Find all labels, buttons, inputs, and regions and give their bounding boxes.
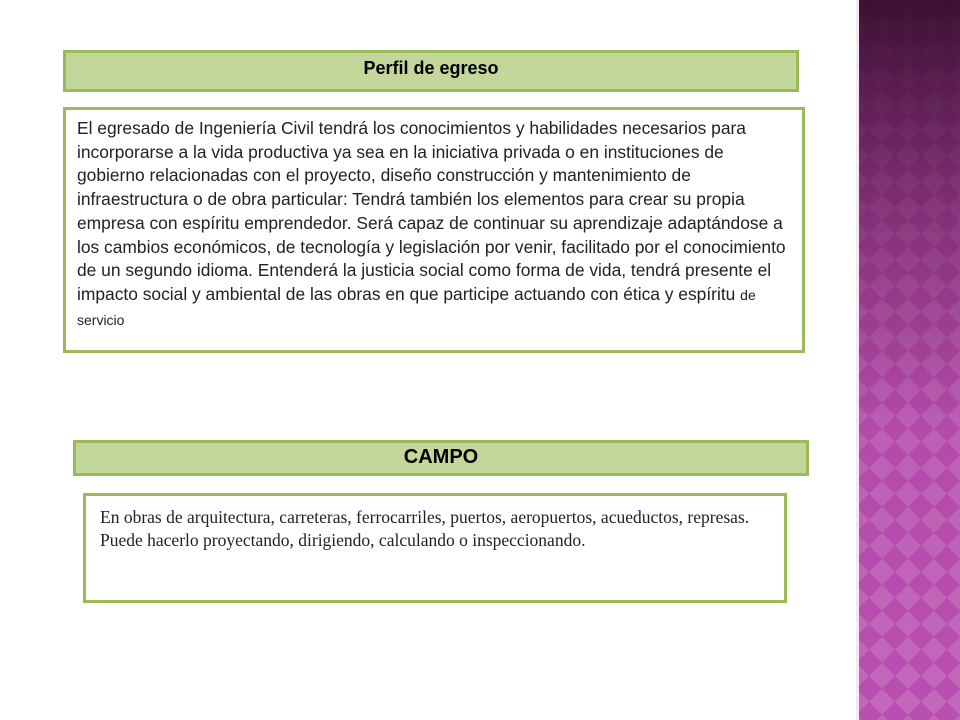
campo-text-box	[83, 493, 787, 603]
decorative-side-panel	[856, 0, 960, 720]
perfil-heading: Perfil de egreso	[363, 57, 499, 78]
perfil-body-tail: de servicio	[77, 286, 756, 328]
campo-heading: CAMPO	[403, 445, 479, 468]
perfil-heading-bar	[63, 50, 799, 92]
campo-body-text: En obras de arquitectura, carreteras, ferrocarriles, puertos, aeropuertos, acueductos, represas. Puede hacerlo proyectando, dirigiendo, calculando o inspeccionando.	[100, 507, 750, 550]
perfil-text-box	[63, 107, 805, 353]
campo-heading-bar	[73, 440, 809, 476]
side-panel-edge	[856, 0, 859, 720]
perfil-body-text: El egresado de Ingeniería Civil tendrá los conocimientos y habilidades necesarios para incorporarse a la vida productiva ya sea en la iniciativa privada o en instituciones de gobierno relacionadas con el proyecto, diseño construcción y mantenimiento de infraestructura o de obra particular: Tendrá también los elementos para crear su propia empresa con espíritu emprendedor. Será capaz de continuar su aprendizaje adaptándose a los cambios económicos, de tecnología y legislación por venir, facilitado por el conocimiento de un segundo idioma. Entenderá la justicia social como forma de vida, tendrá presente el impacto social y ambiental de las obras en que participe actuando con ética y espíritu	[77, 118, 786, 304]
